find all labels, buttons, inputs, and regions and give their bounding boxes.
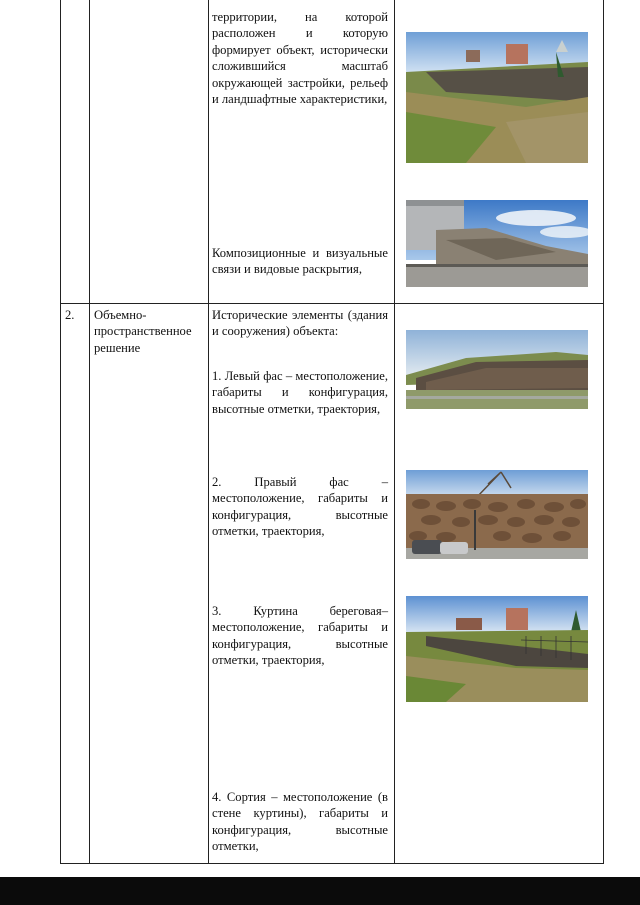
coastal-curtain-wall-photo (406, 596, 588, 702)
table-border-col4 (394, 0, 395, 864)
row2-intro: Исторические элементы (здания и сооружения) объекта: (212, 308, 388, 339)
row2-item-1: 1. Левый фас – местоположение, габариты и конфигурация, высотные отметки, траектория, (212, 369, 388, 416)
row2-item-4: 4. Сортия – местоположение (в стене куртины), габариты и конфигурация, высотные отметки, (212, 790, 388, 854)
scan-bottom-bar (0, 877, 640, 905)
earthwork-slope-photo (406, 200, 588, 287)
left-face-rampart-photo (406, 330, 588, 409)
table-border-left (60, 0, 61, 864)
table-border-col2 (89, 0, 90, 864)
row-divider (60, 303, 604, 304)
right-face-stone-wall-photo (406, 470, 588, 559)
grassy-rampart-photo (406, 32, 588, 163)
row1-text-top: территории, на которой расположен и которую формирует объект, исторически сложившийся масштаб окружающей застройки, рельеф и ландшафтные характеристики, (212, 10, 388, 107)
row2-item-3: 3. Куртина береговая– местоположение, габариты и конфигурация, высотные отметки, траектория, (212, 604, 388, 668)
row1-text-bottom: Композиционные и визуальные связи и видовые раскрытия, (212, 246, 388, 277)
table-border-col3 (208, 0, 209, 864)
row2-number: 2. (65, 308, 75, 322)
table-border-bottom (60, 863, 604, 864)
row2-name: Объемно-пространственное решение (94, 308, 192, 355)
row2-item-2: 2. Правый фас – местоположение, габариты и конфигурация, высотные отметки, траектория, (212, 475, 388, 539)
table-border-right (603, 0, 604, 864)
